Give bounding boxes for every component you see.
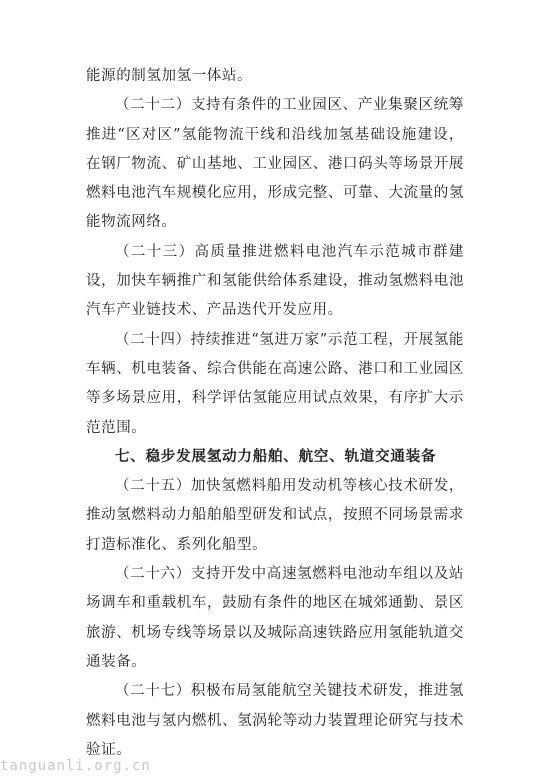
section-heading: 七、稳步发展氢动力船舶、航空、轨道交通装备 — [115, 448, 437, 465]
paragraph-item-25: （二十五）加快氢燃料船用发动机等核心技术研发，推动氢燃料动力船舶船型研发和试点，按照不同场景需求打造标准化、系列化船型。 — [86, 478, 464, 553]
paragraph-item-24: （二十四）持续推进“氢进万家”示范工程，开展氢能车辆、机电装备、综合供能在高速公路、港口和工业园区等多场景应用，科学评估氢能应用试点效果，有序扩大示范范围。 — [86, 331, 464, 436]
paragraph-item-22: （二十二）支持有条件的工业园区、产业集聚区统筹推进“区对区”氢能物流干线和沿线加氢基础设施建设，在钢厂物流、矿山基地、工业园区、港口码头等场景开展燃料电池汽车规模化应用，形成完整、可靠、大流量的氢能物流网络。 — [86, 97, 464, 231]
watermark-text: tanguanli.org.cn — [0, 758, 151, 774]
paragraph-item-27: （二十七）积极布局氢能航空关键技术研发，推进氢燃料电池与氢内燃机、氢涡轮等动力装置理论研究与技术验证。 — [86, 683, 464, 758]
paragraph-item-26: （二十六）支持开发中高速氢燃料电池动车组以及站场调车和重载机车，鼓励有条件的地区在城郊通勤、景区旅游、机场专线等场景以及城际高速铁路应用氢能轨道交通装备。 — [86, 566, 464, 670]
paragraph-continuation: 能源的制氢加氢一体站。 — [86, 68, 253, 84]
paragraph-item-23: （二十三）高质量推进燃料电池汽车示范城市群建设，加快车辆推广和氢能供给体系建设，推动氢燃料电池汽车产业链技术、产品迭代开发应用。 — [86, 243, 464, 319]
document-body — [86, 62, 464, 765]
